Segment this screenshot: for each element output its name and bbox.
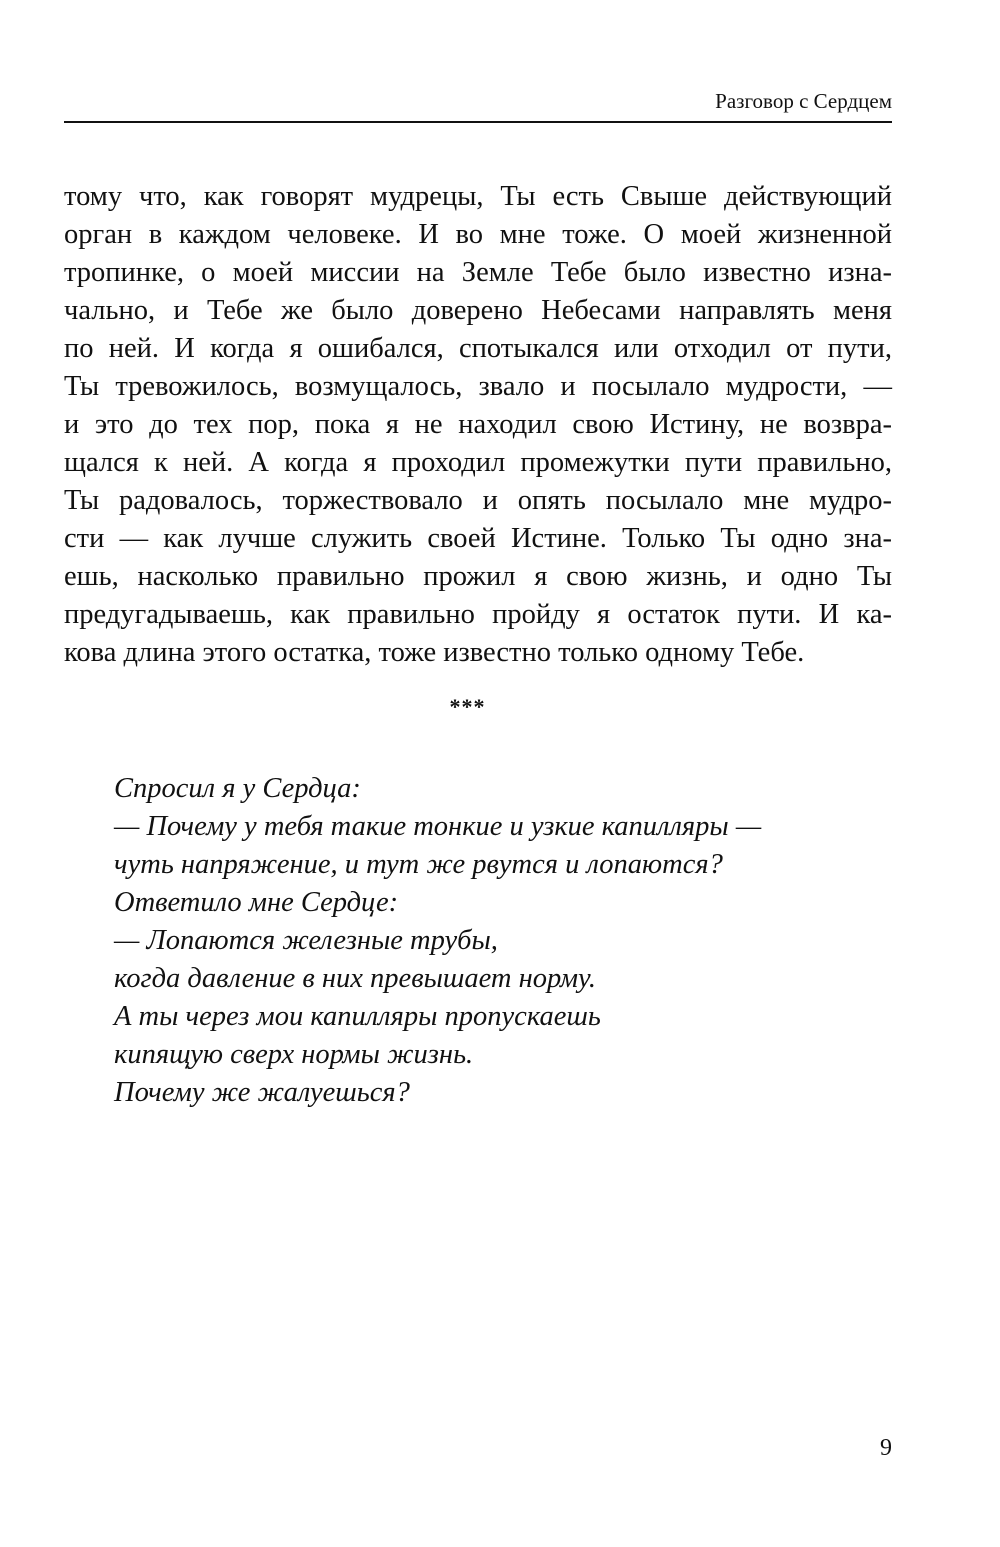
- verse-line: когда давление в них превышает норму.: [114, 963, 597, 994]
- prose-line: сти — как лучше служить своей Истине. Только Ты одно зна-: [64, 523, 892, 554]
- verse-line: А ты через мои капилляры пропускаешь: [114, 1001, 601, 1032]
- section-separator: ***: [449, 694, 486, 719]
- page-number: 9: [880, 1435, 892, 1461]
- running-head-title: Разговор с Сердцем: [715, 89, 892, 113]
- prose-line: предугадываешь, как правильно пройду я остаток пути. И ка-: [64, 599, 892, 630]
- prose-line: чально, и Тебе же было доверено Небесами направлять меня: [64, 295, 892, 326]
- verse-line: — Почему у тебя такие тонкие и узкие капилляры —: [114, 811, 762, 842]
- prose-line: и это до тех пор, пока я не находил свою Истину, не возвра-: [64, 409, 892, 440]
- prose-line: по ней. И когда я ошибался, спотыкался или отходил от пути,: [64, 333, 892, 364]
- prose-line: Ты тревожилось, возмущалось, звало и посылало мудрости, —: [64, 371, 892, 402]
- verse-line: чуть напряжение, и тут же рвутся и лопаются?: [114, 849, 723, 880]
- prose-line: тому что, как говорят мудрецы, Ты есть Свыше действующий: [64, 181, 892, 212]
- prose-line: ешь, насколько правильно прожил я свою жизнь, и одно Ты: [64, 561, 892, 592]
- header-rule: [64, 121, 892, 123]
- verse-line: Ответило мне Сердце:: [114, 887, 399, 918]
- prose-line: Ты радовалось, торжествовало и опять посылало мне мудро-: [64, 485, 892, 516]
- prose-line: тропинке, о моей миссии на Земле Тебе было известно изна-: [64, 257, 892, 288]
- verse-line: Спросил я у Сердца:: [114, 773, 361, 804]
- prose-line: кова длина этого остатка, тоже известно только одному Тебе.: [64, 637, 805, 668]
- verse-line: кипящую сверх нормы жизнь.: [114, 1039, 474, 1070]
- verse-line: Почему же жалуешься?: [114, 1077, 410, 1108]
- prose-line: щался к ней. А когда я проходил промежутки пути правильно,: [64, 447, 892, 478]
- prose-line: орган в каждом человеке. И во мне тоже. О моей жизненной: [64, 219, 892, 250]
- verse-line: — Лопаются железные трубы,: [114, 925, 498, 956]
